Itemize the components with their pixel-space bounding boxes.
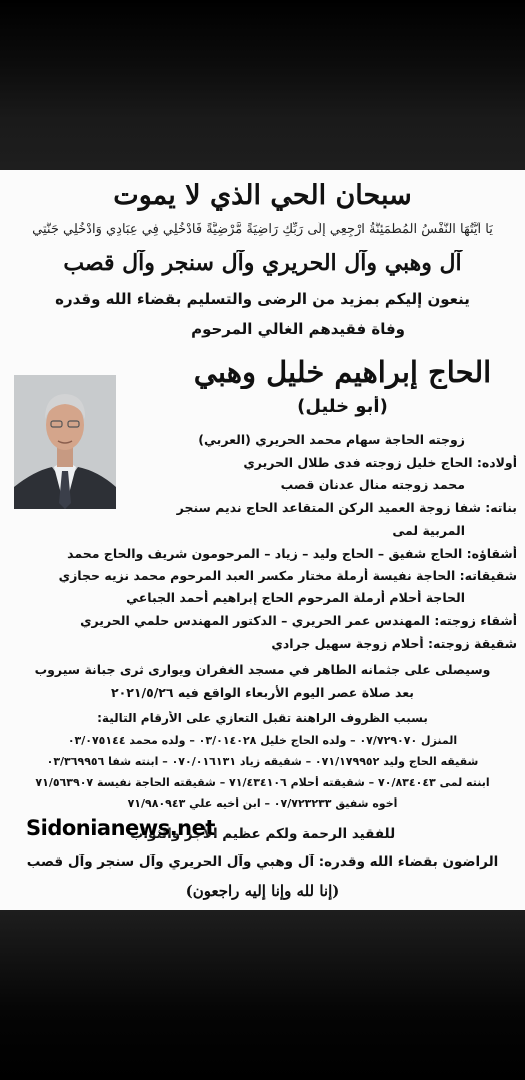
daughters-line-2: المربية لمى (392, 523, 465, 538)
obituary-notice (0, 170, 525, 910)
closing-verse: (إنا لله وإنا إليه راجعون) (185, 882, 340, 900)
sisters-line-1: شقيقاته: الحاجة نفيسة أرملة مختار مكسر العبد المرحوم محمد نزيه حجازي (58, 568, 517, 583)
daughters-line-1: بناته: شفا زوجة العميد الركن المتقاعد الحاج نديم سنجر (176, 500, 517, 515)
phones-line-3: ابنته لمى ٧٠/٨٣٤٠٤٣ – شقيقته أحلام ٧١/٤٣٤١٠٦ – شقيقته الحاجة نفيسة ٧١/٥٦٣٩٠٧ (35, 776, 490, 789)
prayer-line-2: بعد صلاة عصر اليوم الأربعاء الواقع فيه ٢٠٢١/٥/٢٦ (111, 685, 414, 700)
death-line: وفاة فقيدهم الغالي المرحوم (191, 320, 405, 338)
quran-verse: يَا أَيَّتُهَا النَّفْسُ الْمُطْمَئِنَّةُ ارْجِعِي إِلَى رَبِّكِ رَاضِيَةً مَّرْضِيَّةً فَادْخُلِي فِي عِبَادِي وَادْخُلِي جَنَّتِي (32, 222, 493, 237)
announcement-line: ينعون إليكم بمزيد من الرضى والتسليم بقضاء الله وقدره (55, 290, 470, 308)
bottom-dark-band (0, 910, 525, 1080)
top-dark-band (0, 0, 525, 170)
site-watermark: Sidonianews.net (26, 816, 215, 840)
families-heading: آل وهبي وآل الحريري وآل سنجر وآل قصب (63, 250, 462, 276)
resigned-line: الراضون بقضاء الله وقدره: آل وهبي وآل الحريري وآل سنجر وآل قصب (26, 854, 499, 870)
sons-line-1: أولاده: الحاج خليل زوجته فدى طلال الحريري (243, 455, 517, 470)
prayer-line-1: وسيصلى على جثمانه الطاهر في مسجد الغفران ويوارى ثرى جبانة سيروب (34, 662, 491, 677)
deceased-name: الحاج إبراهيم خليل وهبي (193, 355, 492, 389)
wife-sister-line: شقيقة زوجته: أحلام زوجة سهيل جرادي (271, 636, 517, 651)
wife-line: زوجته الحاجة سهام محمد الحريري (العربي) (198, 432, 465, 447)
wife-brothers-line: أشقاء زوجته: المهندس عمر الحريري – الدكتور المهندس حلمي الحريري (80, 613, 517, 628)
deceased-nickname: (أبو خليل) (297, 396, 388, 417)
brothers-line: أشقاؤه: الحاج شفيق – الحاج وليد – زياد – المرحومون شريف والحاج محمد (67, 546, 517, 561)
notice-title: سبحان الحي الذي لا يموت (113, 180, 412, 211)
phones-line-2: شقيقه الحاج وليد ٠٧١/١٧٩٩٥٢ – شقيقه زياد ٠٧٠/٠١٦١٣١ – ابنته شفا ٠٣/٣٦٩٩٥٦ (46, 755, 479, 768)
mercy-line: للفقيد الرحمة ولكم عظيم الأجر والثواب (129, 826, 396, 842)
sons-line-2: محمد زوجته منال عدنان قصب (280, 477, 465, 492)
phones-line-4: أخوه شفيق ٠٧/٧٢٣٢٣٣ – ابن أخيه علي ٧١/٩٨٠٩٤٣ (127, 797, 398, 810)
phones-line-1: المنزل ٠٧/٧٢٩٠٧٠ – ولده الحاج خليل ٠٣/٠١٤٠٢٨ – ولده محمد ٠٣/٠٧٥١٤٤ (67, 734, 458, 747)
condolence-intro: بسبب الظروف الراهنة تقبل التعازي على الأرقام التالية: (97, 711, 428, 725)
sisters-line-2: الحاجة أحلام أرملة المرحوم الحاج إبراهيم أحمد الجباعي (126, 590, 465, 605)
